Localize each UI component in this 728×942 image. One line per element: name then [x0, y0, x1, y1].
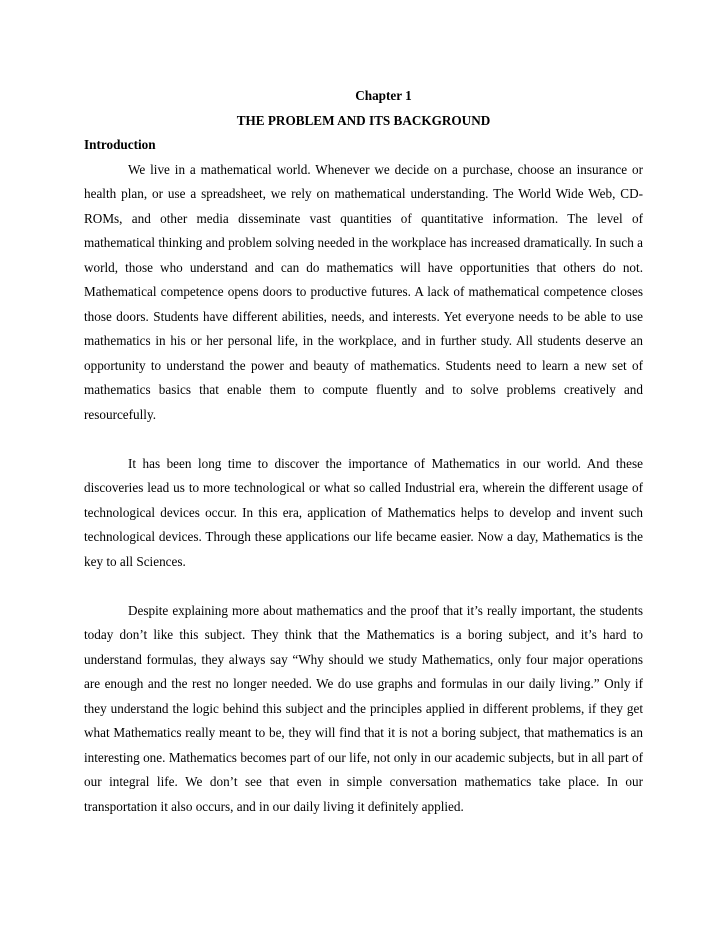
body-paragraph: It has been long time to discover the importance of Mathematics in our world. And these discoveries lead us to more technological or what so called Industrial era, wherein the different usage of technological devices occur. In this era, application of Mathematics helps to develop and invent such technological devices. Through these applications our life became easier. Now a day, Mathematics is the key to all Sciences.	[84, 455, 643, 569]
body-paragraph: Despite explaining more about mathematics and the proof that it’s really important, the students today don’t like this subject. They think that the Mathematics is a boring subject, and it’s hard to understand formulas, they always say “Why should we study Mathematics, only four major operations are enough and the rest no longer needed. We do use graphs and formulas in our daily living.” Only if they understand the logic behind this subject and the principles applied in different problems, if they get what Mathematics really meant to be, they will find that it is not a boring subject, that mathematics is an interesting one. Mathematics becomes part of our life, not only in our academic subjects, but in all part of our integral life. We don’t see that even in simple conversation mathematics take place. In our transportation it also occurs, and in our daily living it definitely applied.	[84, 602, 643, 814]
chapter-number: Chapter 1	[355, 88, 412, 103]
document-page	[84, 84, 643, 819]
body-paragraph: We live in a mathematical world. Whenever we decide on a purchase, choose an insurance or health plan, or use a spreadsheet, we rely on mathematical understanding. The World Wide Web, CD-ROMs, and other media disseminate vast quantities of quantitative information. The level of mathematical thinking and problem solving needed in the workplace has increased dramatically. In such a world, those who understand and can do mathematics will have opportunities that others do not. Mathematical competence opens doors to productive futures. A lack of mathematical competence closes those doors. Students have different abilities, needs, and interests. Yet everyone needs to be able to use mathematics in his or her personal life, in the workplace, and in further study. All students deserve an opportunity to understand the power and beauty of mathematics. Students need to learn a new set of mathematics basics that enable them to compute fluently and to solve problems creatively and resourcefully.	[84, 161, 643, 422]
section-heading-introduction: Introduction	[84, 137, 156, 152]
chapter-title: THE PROBLEM AND ITS BACKGROUND	[236, 112, 491, 128]
